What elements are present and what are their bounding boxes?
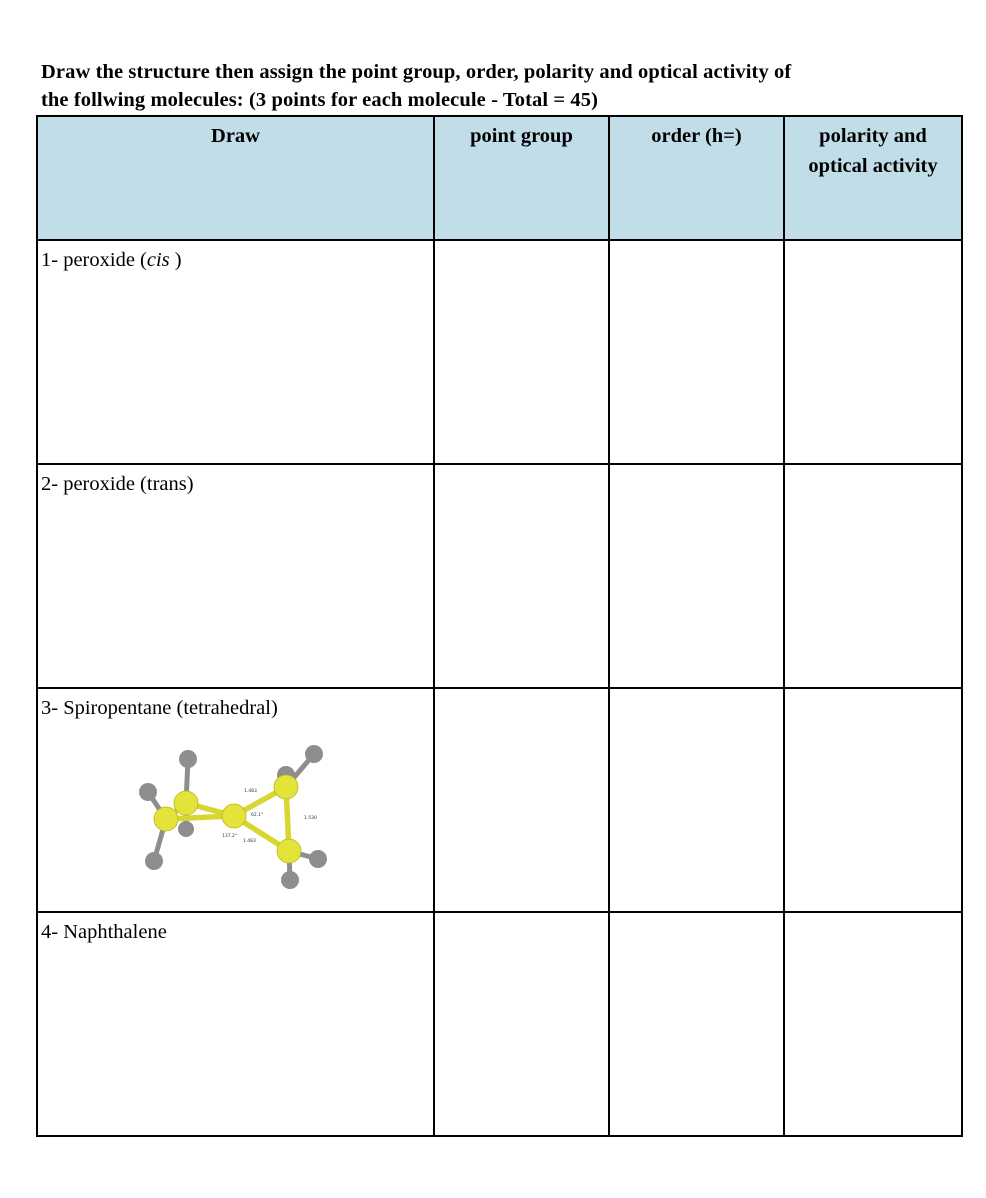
- row-label-1-italic: cis: [146, 249, 170, 271]
- header-row: [37, 116, 962, 240]
- polarity-cell-4[interactable]: [784, 912, 962, 1136]
- table-row: [37, 912, 962, 1136]
- point-group-cell-4[interactable]: [434, 912, 609, 1136]
- header-point-group: point group: [434, 116, 609, 240]
- header-polarity-line-1: polarity and: [819, 125, 927, 147]
- instructions: [41, 58, 961, 114]
- polarity-cell-1[interactable]: [784, 240, 962, 464]
- point-group-cell-3[interactable]: [434, 688, 609, 912]
- carbon-atoms: [154, 775, 301, 863]
- order-cell-2[interactable]: [609, 464, 784, 688]
- order-cell-3[interactable]: [609, 688, 784, 912]
- bond-label-b: 1.530: [304, 816, 317, 821]
- polarity-cell-3[interactable]: [784, 688, 962, 912]
- header-order: order (h=): [609, 116, 784, 240]
- angle-label-a: 62.1°: [251, 813, 264, 818]
- instructions-line-2: the follwing molecules: (3 points for each molecule - Total = 45): [41, 89, 599, 111]
- row-label-1-prefix: 1- peroxide (: [41, 249, 147, 271]
- point-group-cell-2[interactable]: [434, 464, 609, 688]
- header-polarity: [784, 116, 962, 240]
- header-polarity-line-2: optical activity: [808, 155, 938, 177]
- angle-label-b: 137.2°: [222, 834, 238, 839]
- draw-cell-2[interactable]: [37, 464, 434, 688]
- order-cell-1[interactable]: [609, 240, 784, 464]
- order-cell-4[interactable]: [609, 912, 784, 1136]
- worksheet-table: [36, 115, 963, 1137]
- draw-cell-4[interactable]: [37, 912, 434, 1136]
- row-label-1-suffix: ): [169, 249, 182, 271]
- spiropentane-molecule-image: [136, 739, 336, 889]
- table-row: [37, 688, 962, 912]
- instructions-line-1: Draw the structure then assign the point group, order, polarity and optical activity of: [41, 61, 792, 83]
- table-row: [37, 464, 962, 688]
- bond-label-a: 1.483: [244, 789, 257, 794]
- row-label-3: 3- Spiropentane (tetrahedral): [41, 697, 278, 719]
- polarity-cell-2[interactable]: [784, 464, 962, 688]
- draw-cell-1[interactable]: [37, 240, 434, 464]
- row-label-1: [38, 241, 433, 273]
- point-group-cell-1[interactable]: [434, 240, 609, 464]
- draw-cell-3[interactable]: [37, 688, 434, 912]
- bond-label-c: 1.483: [243, 839, 256, 844]
- row-label-2: 2- peroxide (trans): [41, 473, 194, 495]
- header-draw: Draw: [37, 116, 434, 240]
- table-row: [37, 240, 962, 464]
- row-label-4: 4- Naphthalene: [41, 921, 167, 943]
